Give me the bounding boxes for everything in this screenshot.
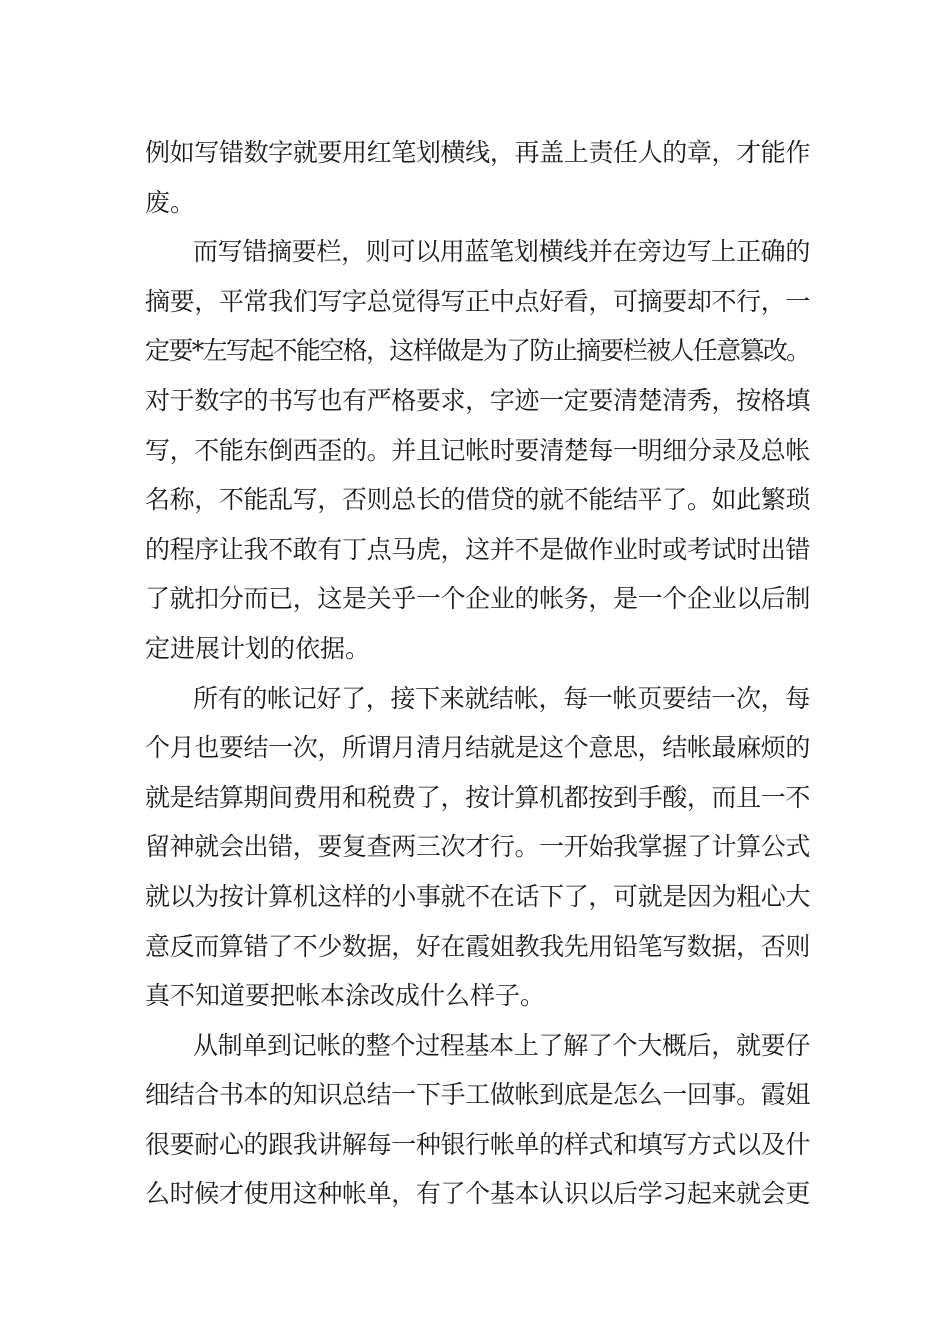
text-line: 从制单到记帐的整个过程基本上了解了个大概后，就要仔 (193, 1030, 810, 1060)
text-line: 真不知道要把帐本涂改成什么样子。 (145, 981, 546, 1011)
text-line: 就以为按计算机这样的小事就不在话下了，可就是因为粗心大 (145, 881, 810, 911)
text-line: 而写错摘要栏，则可以用蓝笔划横线并在旁边写上正确的 (193, 237, 810, 267)
text-line: 例如写错数字就要用红笔划横线，再盖上责任人的章，才能作 (145, 138, 810, 167)
text-line: 了就扣分而已，这是关乎一个企业的帐务，是一个企业以后制 (145, 584, 810, 614)
text-line: 写，不能东倒西歪的。并且记帐时要清楚每一明细分录及总帐 (145, 435, 810, 465)
text-line: 意反而算错了不少数据，好在霞姐教我先用铅笔写数据，否则 (145, 931, 810, 961)
text-line: 废。 (145, 187, 196, 217)
body-text (145, 128, 810, 1219)
text-line: 很要耐心的跟我讲解每一种银行帐单的样式和填写方式以及什 (145, 1129, 810, 1159)
text-line: 细结合书本的知识总结一下手工做帐到底是怎么一回事。霞姐 (145, 1080, 810, 1110)
text-line: 的程序让我不敢有丁点马虎，这并不是做作业时或考试时出错 (145, 534, 810, 564)
text-line: 摘要，平常我们写字总觉得写正中点好看，可摘要却不行，一 (145, 286, 810, 316)
text-line: 么时候才使用这种帐单，有了个基本认识以后学习起来就会更 (145, 1179, 810, 1209)
text-line: 定要*左写起不能空格，这样做是为了防止摘要栏被人任意篡改。 (145, 336, 810, 366)
text-line: 留神就会出错，要复查两三次才行。一开始我掌握了计算公式 (145, 832, 810, 862)
text-line: 所有的帐记好了，接下来就结帐，每一帐页要结一次，每 (193, 683, 810, 713)
text-line: 定进展计划的依据。 (145, 633, 371, 663)
text-line: 对于数字的书写也有严格要求，字迹一定要清楚清秀，按格填 (145, 385, 810, 415)
text-line: 名称，不能乱写，否则总长的借贷的就不能结平了。如此繁琐 (145, 485, 810, 515)
text-line: 个月也要结一次，所谓月清月结就是这个意思，结帐最麻烦的 (145, 733, 810, 763)
text-line: 就是结算期间费用和税费了，按计算机都按到手酸，而且一不 (145, 782, 810, 812)
